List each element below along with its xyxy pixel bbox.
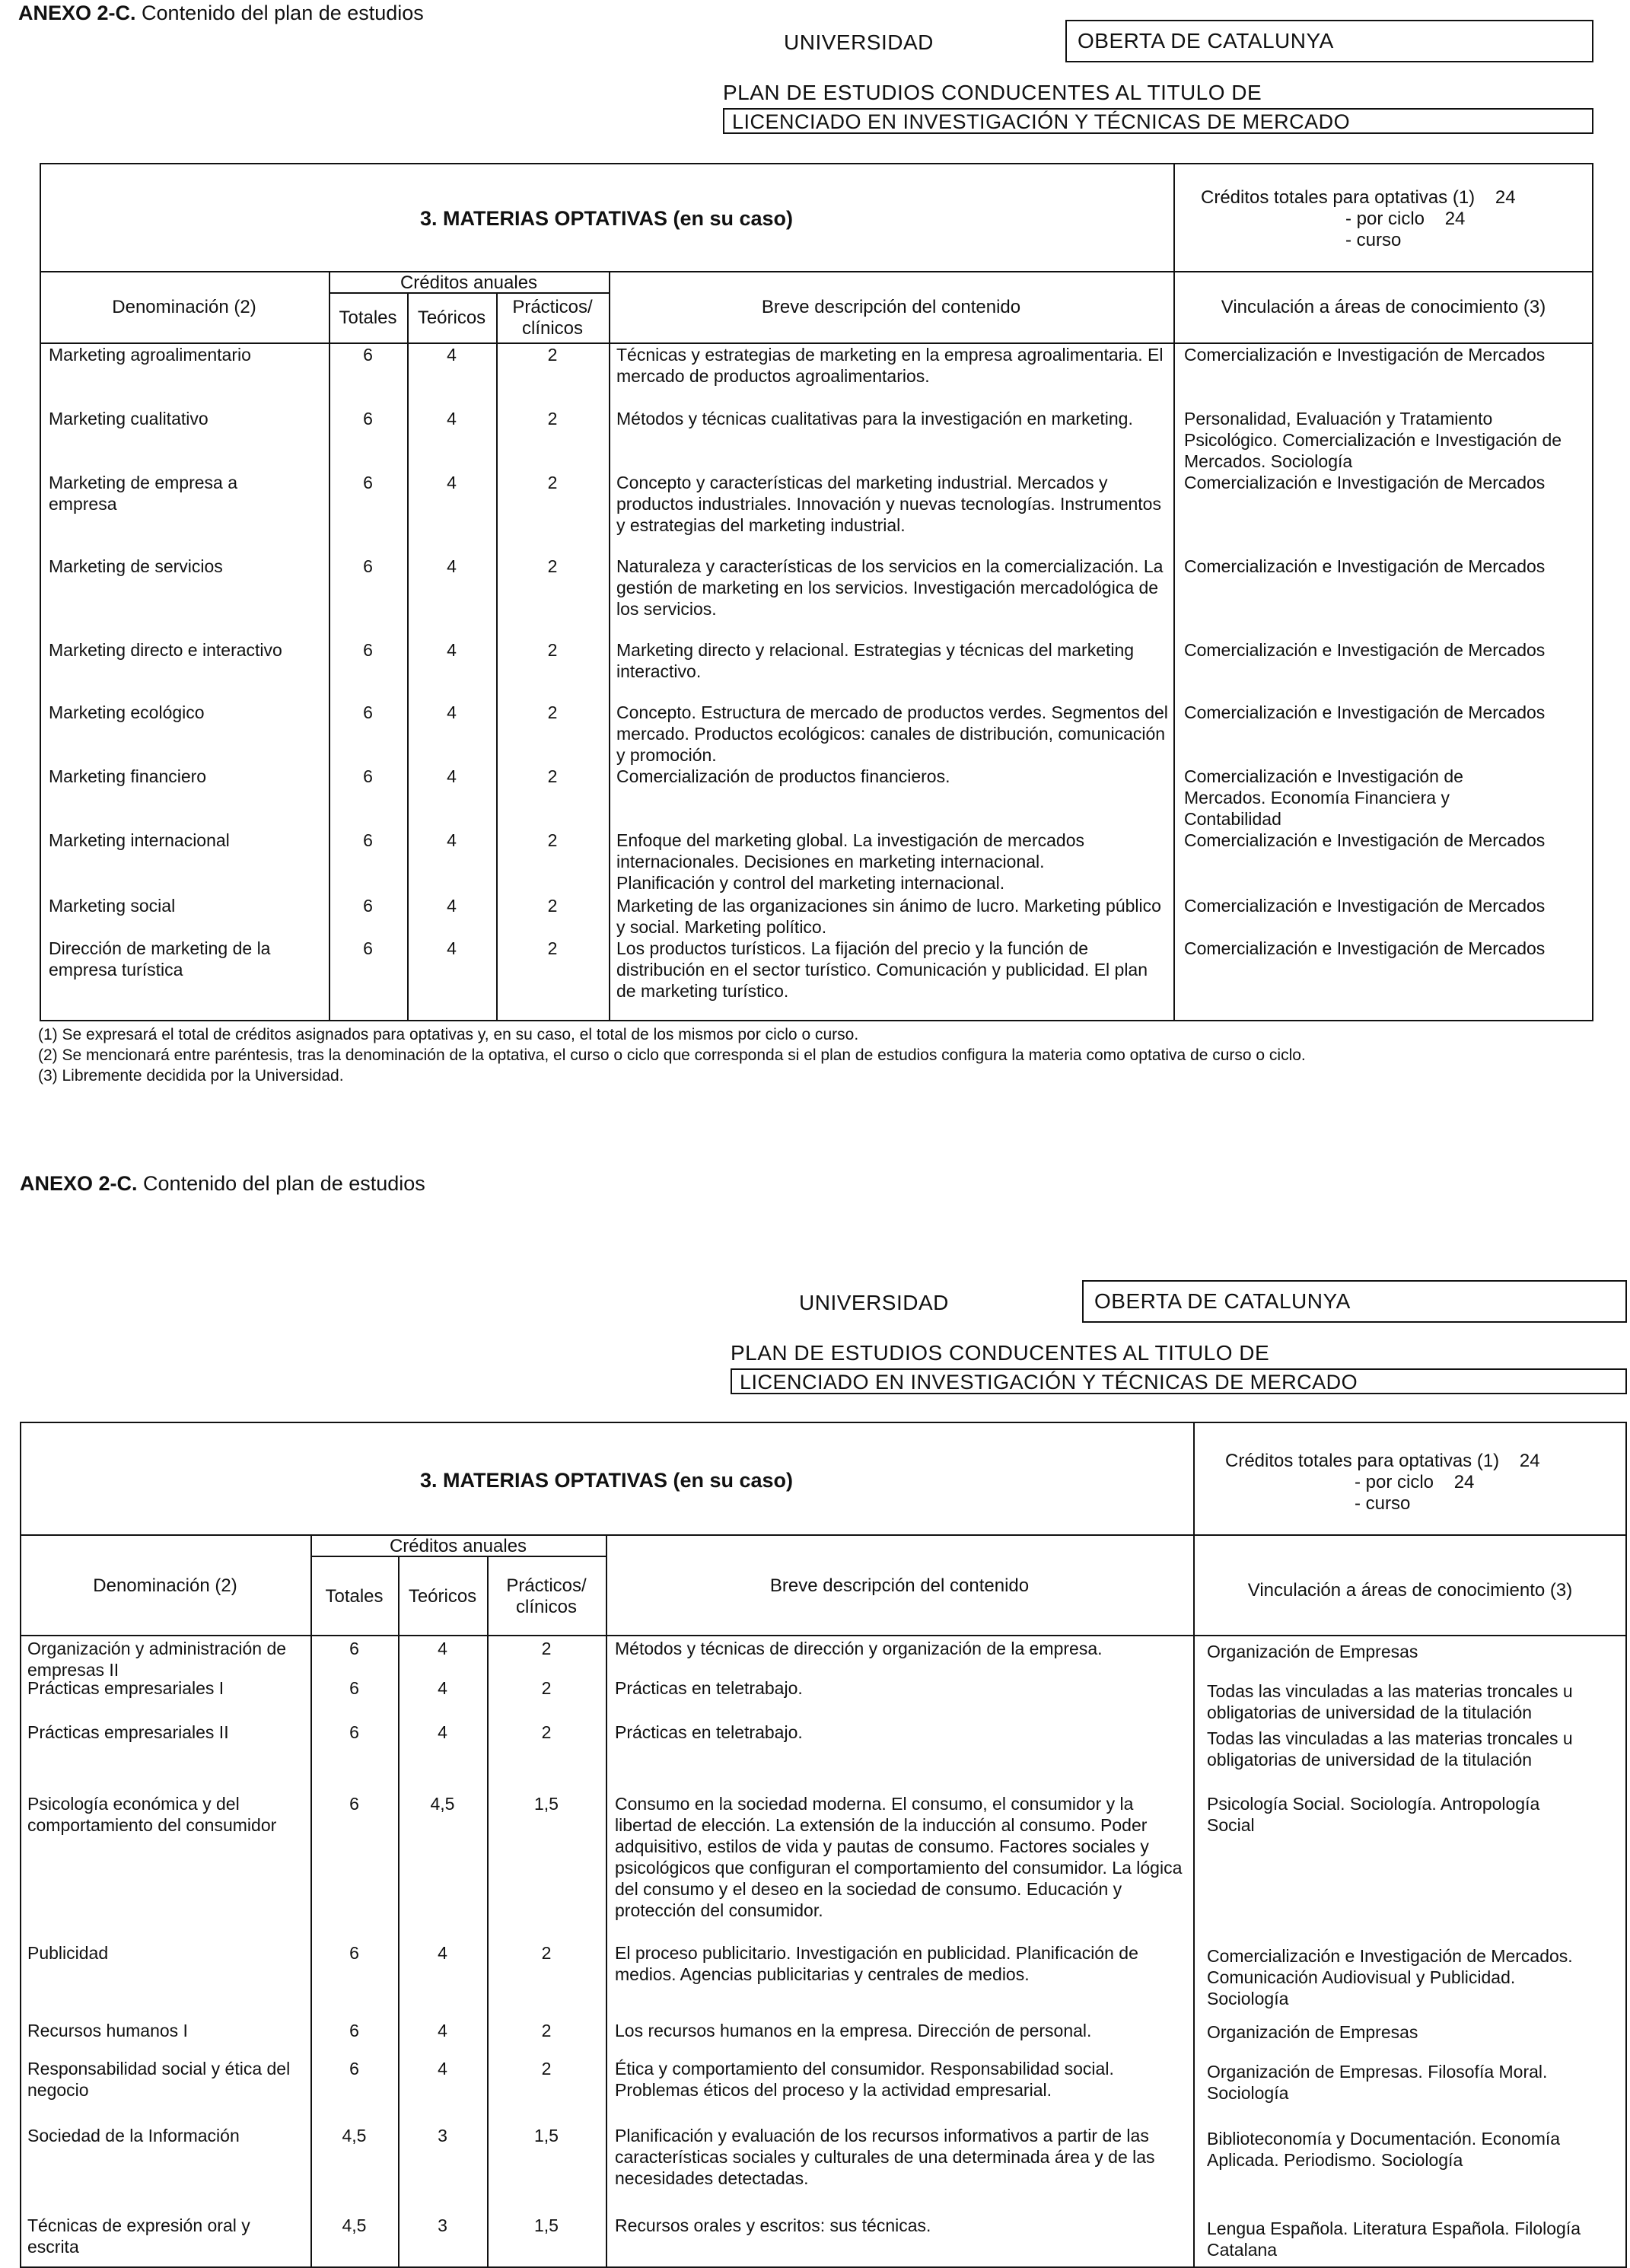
row-totales: 6 bbox=[363, 766, 373, 786]
row-practicos: 2 bbox=[547, 556, 558, 576]
row-area: Comercialización e Investigación de Mercados bbox=[1184, 896, 1546, 916]
row-teoricos: 4 bbox=[438, 1639, 447, 1658]
row-teoricos: 4 bbox=[438, 1678, 447, 1698]
row-teoricos: 4 bbox=[447, 766, 457, 786]
row-name: Marketing financiero bbox=[49, 766, 207, 786]
credits-total-label: Créditos totales para optativas (1) bbox=[1225, 1451, 1500, 1471]
row-teoricos: 4 bbox=[447, 409, 457, 428]
row-name: Dirección de marketing de la empresa turística bbox=[49, 938, 271, 980]
row-name: Organización y administración de empresas II bbox=[27, 1639, 287, 1680]
row-totales: 6 bbox=[363, 409, 373, 428]
footnote-2: (2) Se mencionará entre paréntesis, tras la denominación de la optativa, el curso o ciclo que corresponda si el plan de estudios configura la materia como optativa de curso o ciclo. bbox=[38, 1046, 1306, 1064]
row-totales: 6 bbox=[363, 830, 373, 850]
row-teoricos: 3 bbox=[438, 2215, 447, 2235]
plan-label: PLAN DE ESTUDIOS CONDUCENTES AL TITULO DE bbox=[723, 81, 1262, 104]
row-area: Psicología Social. Sociología. Antropología Social bbox=[1207, 1794, 1540, 1835]
table-rule bbox=[398, 1556, 400, 2268]
row-name: Marketing internacional bbox=[49, 830, 230, 850]
university-label: UNIVERSIDAD bbox=[799, 1291, 949, 1314]
table-rule bbox=[1193, 1534, 1195, 2268]
row-practicos: 2 bbox=[541, 1943, 552, 1963]
annex-heading bbox=[20, 1172, 425, 1196]
credits-total-value: 24 bbox=[1519, 1451, 1540, 1471]
row-name: Marketing social bbox=[49, 896, 176, 916]
degree-box: LICENCIADO EN INVESTIGACIÓN Y TÉCNICAS DE MERCADO bbox=[731, 1368, 1627, 1394]
row-totales: 6 bbox=[363, 938, 373, 958]
row-totales: 4,5 bbox=[342, 2215, 367, 2235]
university-name-box: OBERTA DE CATALUNYA bbox=[1065, 20, 1593, 62]
header-denominacion: Denominación (2) bbox=[93, 1575, 237, 1596]
row-name: Psicología económica y del comportamiento del consumidor bbox=[27, 1794, 277, 1835]
header-vinculacion: Vinculación a áreas de conocimiento (3) bbox=[1247, 1580, 1573, 1601]
row-name: Marketing de empresa a empresa bbox=[49, 473, 238, 514]
row-name: Marketing de servicios bbox=[49, 556, 223, 576]
section-title: 3. MATERIAS OPTATIVAS (en su caso) bbox=[419, 1469, 794, 1492]
row-totales: 6 bbox=[349, 1943, 359, 1963]
row-teoricos: 4 bbox=[438, 1722, 447, 1742]
row-name: Marketing cualitativo bbox=[49, 409, 209, 428]
row-practicos: 2 bbox=[547, 473, 558, 492]
row-area: Organización de Empresas bbox=[1207, 1642, 1418, 1661]
plan-page-1 bbox=[0, 0, 1630, 1096]
row-area: Comercialización e Investigación de Mercados bbox=[1184, 702, 1546, 722]
footnotes bbox=[38, 1024, 1306, 1086]
row-totales: 6 bbox=[363, 556, 373, 576]
row-practicos: 2 bbox=[541, 1678, 552, 1698]
row-practicos: 2 bbox=[547, 345, 558, 365]
row-practicos: 2 bbox=[547, 702, 558, 722]
plan-label: PLAN DE ESTUDIOS CONDUCENTES AL TITULO DE bbox=[731, 1341, 1270, 1365]
row-practicos: 2 bbox=[547, 409, 558, 428]
row-area: Todas las vinculadas a las materias troncales u obligatorias de universidad de la titulación bbox=[1207, 1728, 1573, 1769]
row-description: Concepto y características del marketing industrial. Mercados y productos industriales. Innovación y nuevas tecnologías. Instrumentos y estrategias del marketing industrial. bbox=[616, 473, 1161, 535]
table-rule bbox=[40, 271, 1593, 272]
row-totales: 6 bbox=[363, 702, 373, 722]
row-name: Prácticas empresariales I bbox=[27, 1678, 224, 1698]
header-totales: Totales bbox=[339, 307, 397, 328]
row-totales: 4,5 bbox=[342, 2126, 367, 2145]
row-description: Métodos y técnicas de dirección y organización de la empresa. bbox=[615, 1639, 1103, 1658]
row-teoricos: 4 bbox=[447, 702, 457, 722]
row-teoricos: 4 bbox=[438, 1943, 447, 1963]
row-name: Técnicas de expresión oral y escrita bbox=[27, 2215, 250, 2257]
header-vinculacion: Vinculación a áreas de conocimiento (3) bbox=[1221, 297, 1546, 317]
annex-heading-bold: ANEXO 2-C. bbox=[18, 2, 136, 24]
table-rule bbox=[606, 1534, 607, 2268]
row-description: Recursos orales y escritos: sus técnicas. bbox=[615, 2215, 931, 2235]
credits-course-label: - curso bbox=[1355, 1493, 1411, 1514]
row-description: Concepto. Estructura de mercado de productos verdes. Segmentos del mercado. Productos ecológicos: canales de distribución, comunicación y promoción. bbox=[616, 702, 1168, 765]
row-teoricos: 4 bbox=[438, 2021, 447, 2040]
row-totales: 6 bbox=[349, 1678, 359, 1698]
row-totales: 6 bbox=[349, 1639, 359, 1658]
row-practicos: 2 bbox=[541, 1722, 552, 1742]
row-area: Todas las vinculadas a las materias troncales u obligatorias de universidad de la titulación bbox=[1207, 1681, 1573, 1722]
row-description: Comercialización de productos financieros. bbox=[616, 766, 950, 786]
header-creditos-anuales: Créditos anuales bbox=[400, 272, 538, 293]
row-teoricos: 4 bbox=[447, 830, 457, 850]
credits-cycle-value: 24 bbox=[1453, 1472, 1475, 1492]
plan-page-2 bbox=[0, 1172, 1630, 2268]
table-rule bbox=[1193, 1422, 1195, 1534]
table-rule bbox=[609, 271, 610, 1021]
row-practicos: 1,5 bbox=[534, 2215, 559, 2235]
annex-heading-rest: Contenido del plan de estudios bbox=[137, 1172, 425, 1195]
footnote-1: (1) Se expresará el total de créditos asignados para optativas y, en su caso, el total de los mismos por ciclo o curso. bbox=[38, 1026, 859, 1043]
row-teoricos: 4,5 bbox=[430, 1794, 455, 1814]
row-name: Marketing directo e interactivo bbox=[49, 640, 282, 660]
credits-cycle-label: - por ciclo bbox=[1355, 1472, 1434, 1492]
row-totales: 6 bbox=[349, 2059, 359, 2078]
row-practicos: 2 bbox=[547, 830, 558, 850]
table-rule bbox=[487, 1556, 489, 2268]
row-description: Marketing de las organizaciones sin ánimo de lucro. Marketing público y social. Marketing político. bbox=[616, 896, 1161, 937]
row-teoricos: 4 bbox=[447, 938, 457, 958]
row-practicos: 2 bbox=[541, 2059, 552, 2078]
credits-summary bbox=[1201, 187, 1581, 251]
row-totales: 6 bbox=[349, 1794, 359, 1814]
row-practicos: 2 bbox=[547, 640, 558, 660]
row-description: Prácticas en teletrabajo. bbox=[615, 1722, 803, 1742]
row-description: Los recursos humanos en la empresa. Dirección de personal. bbox=[615, 2021, 1092, 2040]
row-description: Prácticas en teletrabajo. bbox=[615, 1678, 803, 1698]
credits-summary bbox=[1225, 1451, 1613, 1515]
row-area: Comercialización e Investigación de Mercados bbox=[1184, 640, 1546, 660]
table-rule bbox=[1173, 271, 1175, 1021]
row-description: Técnicas y estrategias de marketing en la empresa agroalimentaria. El mercado de productos agroalimentarios. bbox=[616, 345, 1164, 386]
row-name: Sociedad de la Información bbox=[27, 2126, 240, 2145]
header-practicos: Prácticos/ clínicos bbox=[512, 297, 593, 339]
credits-total-value: 24 bbox=[1495, 187, 1516, 208]
header-totales: Totales bbox=[325, 1586, 384, 1607]
row-area: Comercialización e Investigación de Mercados bbox=[1184, 345, 1546, 365]
row-area: Comercialización e Investigación de Mercados. Economía Financiera y Contabilidad bbox=[1184, 766, 1463, 829]
row-description: Marketing directo y relacional. Estrategias y técnicas del marketing interactivo. bbox=[616, 640, 1135, 681]
row-name: Prácticas empresariales II bbox=[27, 1722, 229, 1742]
row-practicos: 2 bbox=[541, 1639, 552, 1658]
credits-cycle-label: - por ciclo bbox=[1345, 209, 1425, 229]
row-practicos: 2 bbox=[547, 896, 558, 916]
row-area: Comercialización e Investigación de Mercados bbox=[1184, 938, 1546, 958]
row-description: El proceso publicitario. Investigación en publicidad. Planificación de medios. Agencias publicitarias y centrales de medios. bbox=[615, 1943, 1138, 1984]
annex-heading-bold: ANEXO 2-C. bbox=[20, 1172, 138, 1195]
row-teoricos: 4 bbox=[447, 640, 457, 660]
row-totales: 6 bbox=[363, 640, 373, 660]
row-description: Naturaleza y características de los servicios en la comercialización. La gestión de marketing en los servicios. Investigación mercadológica de los servicios. bbox=[616, 556, 1164, 619]
row-description: Consumo en la sociedad moderna. El consumo, el consumidor y la libertad de elección. La extensión de la inducción al consumo. Poder adquisitivo, estilos de vida y pautas de consumo. Factores sociales y psicológicos que configuran el comportamiento del consumidor. La lógica del consumo y el deseo en la sociedad de consumo. Educación y protección del consumidor. bbox=[615, 1794, 1183, 1920]
annex-heading-rest: Contenido del plan de estudios bbox=[135, 2, 424, 24]
row-practicos: 1,5 bbox=[534, 1794, 559, 1814]
table-rule bbox=[1173, 163, 1175, 271]
row-area: Organización de Empresas. Filosofía Moral. Sociología bbox=[1207, 2062, 1548, 2103]
header-descripcion: Breve descripción del contenido bbox=[761, 297, 1021, 317]
row-totales: 6 bbox=[363, 473, 373, 492]
row-area: Comercialización e Investigación de Mercados bbox=[1184, 473, 1546, 492]
row-teoricos: 4 bbox=[447, 473, 457, 492]
row-area: Comercialización e Investigación de Mercados bbox=[1184, 830, 1546, 850]
row-name: Publicidad bbox=[27, 1943, 109, 1963]
row-totales: 6 bbox=[349, 2021, 359, 2040]
row-area: Comercialización e Investigación de Mercados. Comunicación Audiovisual y Publicidad. Sociología bbox=[1207, 1946, 1573, 2008]
row-name: Marketing agroalimentario bbox=[49, 345, 251, 365]
credits-cycle-value: 24 bbox=[1444, 209, 1466, 229]
header-practicos: Prácticos/ clínicos bbox=[506, 1575, 587, 1617]
row-area: Comercialización e Investigación de Mercados bbox=[1184, 556, 1546, 576]
header-descripcion: Breve descripción del contenido bbox=[769, 1575, 1030, 1596]
footnote-3: (3) Libremente decidida por la Universidad. bbox=[38, 1067, 344, 1085]
degree-box: LICENCIADO EN INVESTIGACIÓN Y TÉCNICAS DE MERCADO bbox=[723, 108, 1593, 134]
row-teoricos: 3 bbox=[438, 2126, 447, 2145]
credits-total-label: Créditos totales para optativas (1) bbox=[1201, 187, 1476, 208]
row-description: Ética y comportamiento del consumidor. Responsabilidad social. Problemas éticos del proceso y la actividad empresarial. bbox=[615, 2059, 1114, 2100]
row-name: Responsabilidad social y ética del negocio bbox=[27, 2059, 291, 2100]
row-practicos: 1,5 bbox=[534, 2126, 559, 2145]
annex-heading bbox=[18, 2, 424, 25]
header-teoricos: Teóricos bbox=[408, 1586, 477, 1607]
university-name-box: OBERTA DE CATALUNYA bbox=[1082, 1280, 1627, 1323]
header-creditos-anuales: Créditos anuales bbox=[389, 1536, 527, 1556]
row-name: Marketing ecológico bbox=[49, 702, 205, 722]
row-description: Métodos y técnicas cualitativas para la investigación en marketing. bbox=[616, 409, 1133, 428]
header-denominacion: Denominación (2) bbox=[112, 297, 256, 317]
row-practicos: 2 bbox=[547, 766, 558, 786]
row-description: Planificación y evaluación de los recursos informativos a partir de las características sociales y culturales de una determinada área y de las necesidades detectadas. bbox=[615, 2126, 1155, 2188]
row-totales: 6 bbox=[363, 896, 373, 916]
row-teoricos: 4 bbox=[438, 2059, 447, 2078]
row-area: Lengua Española. Literatura Española. Filología Catalana bbox=[1207, 2219, 1581, 2260]
row-area: Organización de Empresas bbox=[1207, 2022, 1418, 2042]
row-area: Biblioteconomía y Documentación. Economía Aplicada. Periodismo. Sociología bbox=[1207, 2129, 1561, 2170]
credits-course-label: - curso bbox=[1345, 230, 1402, 250]
row-description: Los productos turísticos. La fijación del precio y la función de distribución en el sector turístico. Comunicación y publicidad. El plan de marketing turístico. bbox=[616, 938, 1148, 1001]
table-rule bbox=[20, 1534, 1627, 1536]
university-label: UNIVERSIDAD bbox=[784, 30, 934, 54]
row-totales: 6 bbox=[363, 345, 373, 365]
row-practicos: 2 bbox=[547, 938, 558, 958]
row-name: Recursos humanos I bbox=[27, 2021, 188, 2040]
table-rule bbox=[20, 1635, 1627, 1636]
row-teoricos: 4 bbox=[447, 345, 457, 365]
row-practicos: 2 bbox=[541, 2021, 552, 2040]
row-teoricos: 4 bbox=[447, 896, 457, 916]
header-teoricos: Teóricos bbox=[417, 307, 486, 328]
row-totales: 6 bbox=[349, 1722, 359, 1742]
section-title: 3. MATERIAS OPTATIVAS (en su caso) bbox=[419, 207, 794, 230]
row-area: Personalidad, Evaluación y Tratamiento Psicológico. Comercialización e Investigación de Mercados. Sociología bbox=[1184, 409, 1562, 471]
row-teoricos: 4 bbox=[447, 556, 457, 576]
row-description: Enfoque del marketing global. La investigación de mercados internacionales. Decisiones en marketing internacional. Planificación y control del marketing internacional. bbox=[616, 830, 1084, 893]
